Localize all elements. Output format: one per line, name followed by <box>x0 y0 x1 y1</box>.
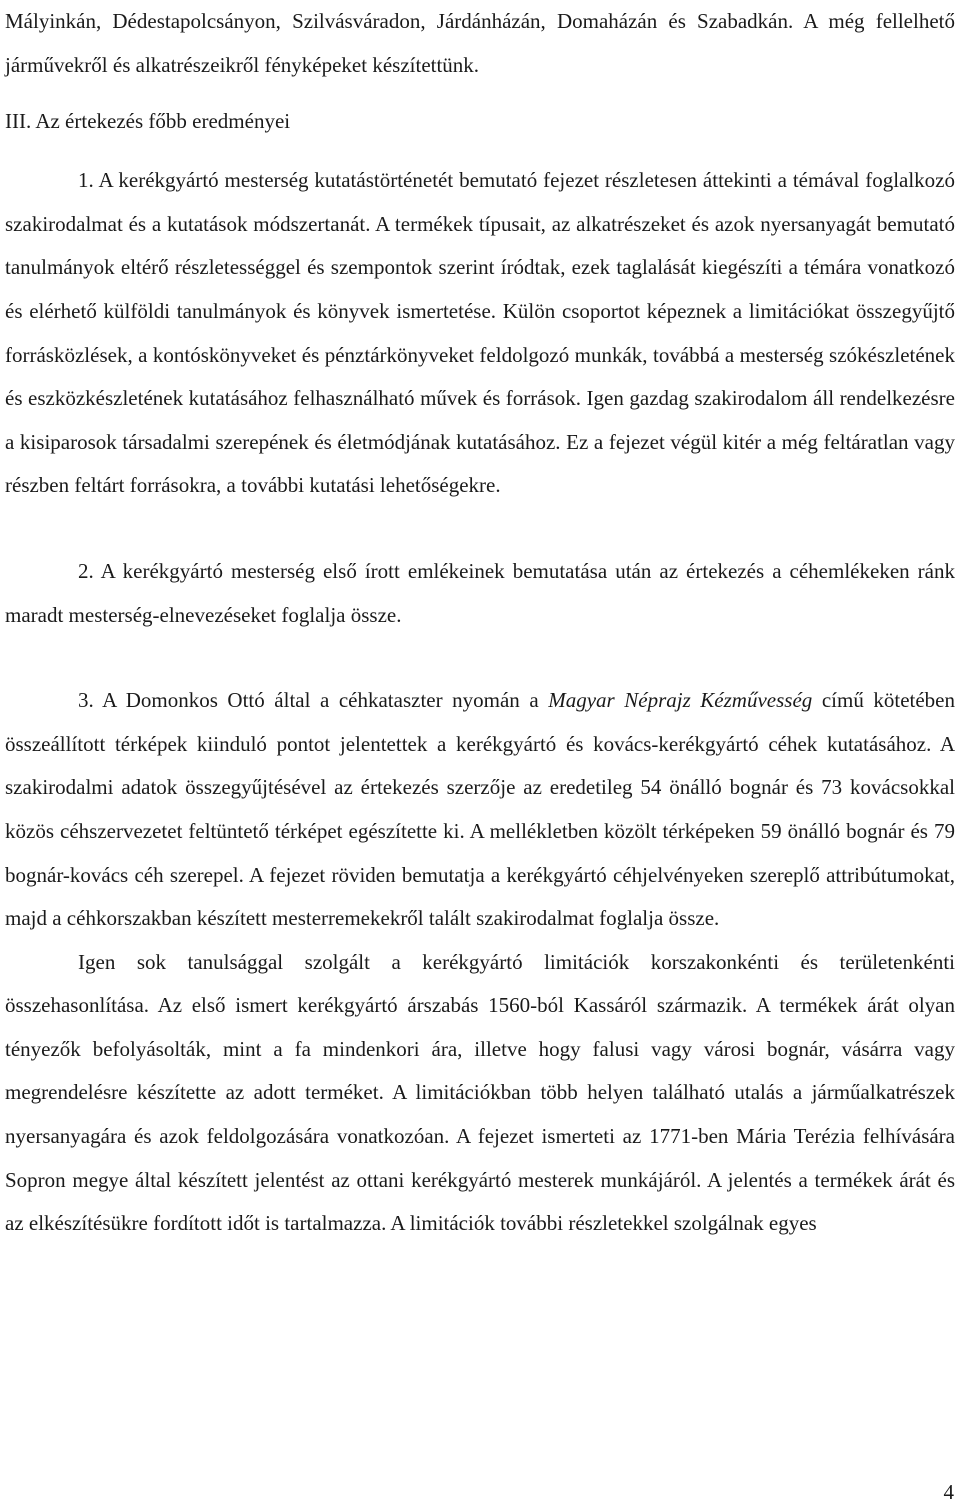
point-3-lead-text: 3. A Domonkos Ottó által a céhkataszter nyomán a <box>78 688 549 713</box>
point-1-paragraph: 1. A kerékgyártó mesterség kutatástörténetét bemutató fejezet részletesen áttekinti a témával foglalkozó szakirodalmat és a kutatások módszertanát. A termékek típusait, az alkatrészeket és azok nyersanyagát bemutató tanulmányok eltérő részletességgel és szempontok szerint íródtak, ezek taglalását kiegészíti a témára vonatkozó és elérhető külföldi tanulmányok és könyvek ismertetése. Külön csoportot képeznek a limitációkat összegyűjtő forrásközlések, a kontóskönyveket és pénztárkönyveket feldolgozó munkák, továbbá a mesterség szókészletének és eszközkészletének kutatásához felhasználható művek és források. Igen gazdag szakirodalom áll rendelkezésre a kisiparosok társadalmi szerepének és életmódjának kutatásához. Ez a fejezet végül kitér a még feltáratlan vagy részben feltárt forrásokra, a további kutatási lehetőségekre. <box>5 168 955 498</box>
book-title: Magyar Néprajz Kézművesség <box>548 688 813 713</box>
document-page <box>5 0 955 1246</box>
limitations-paragraph: Igen sok tanulsággal szolgált a kerékgyártó limitációk korszakonkénti és területenkénti összehasonlítása. Az első ismert kerékgyártó árszabás 1560-ból Kassáról származik. A termékek árát olyan tényezők befolyásolták, mint a fa mindenkori ára, illetve hogy falusi vagy városi bognár, vásárra vagy megrendelésre készítette az adott terméket. A limitációkban több helyen található utalás a járműalkatrészek nyersanyagára és azok feldolgozására vonatkozóan. A fejezet ismerteti az 1771-ben Mária Terézia felhívására Sopron megye által készített jelentést az ottani kerékgyártó mesterek munkájáról. A jelentés a termékek árát és az elkészítésükre fordított időt is tartalmazza. A limitációk további részletekkel szolgálnak egyes <box>5 949 955 1236</box>
intro-paragraph: Mályinkán, Dédestapolcsányon, Szilvásváradon, Járdánházán, Domaházán és Szabadkán. A még fellelhető járművekről és alkatrészeikről fényképeket készítettünk. <box>5 9 955 77</box>
point-3-paragraph <box>5 679 955 941</box>
point-2-paragraph: 2. A kerékgyártó mesterség első írott emlékeinek bemutatása után az értekezés a céhemlékeken ránk maradt mesterség-elnevezéseket foglalja össze. <box>5 558 955 627</box>
point-3-rest-text: című kötetében összeállított térképek kiinduló pontot jelentettek a kerékgyártó és kovács-kerékgyártó céhek kutatásához. A szakirodalmi adatok összegyűjtésével az értekezés szerzője az eredetileg 54 önálló bognár és 73 kovácsokkal közös céhszervezetet feltüntető térképet egészítette ki. A mellékletben közölt térképeken 59 önálló bognár és 79 bognár-kovács céh szerepel. A fejezet röviden bemutatja a kerékgyártó céhjelvényeken szereplő attribútumokat, majd a céhkorszakban készített mesterremekekről talált szakirodalmat foglalja össze. <box>5 688 955 931</box>
section-heading: III. Az értekezés főbb eredményei <box>5 109 291 134</box>
page-number: 4 <box>943 1480 954 1504</box>
